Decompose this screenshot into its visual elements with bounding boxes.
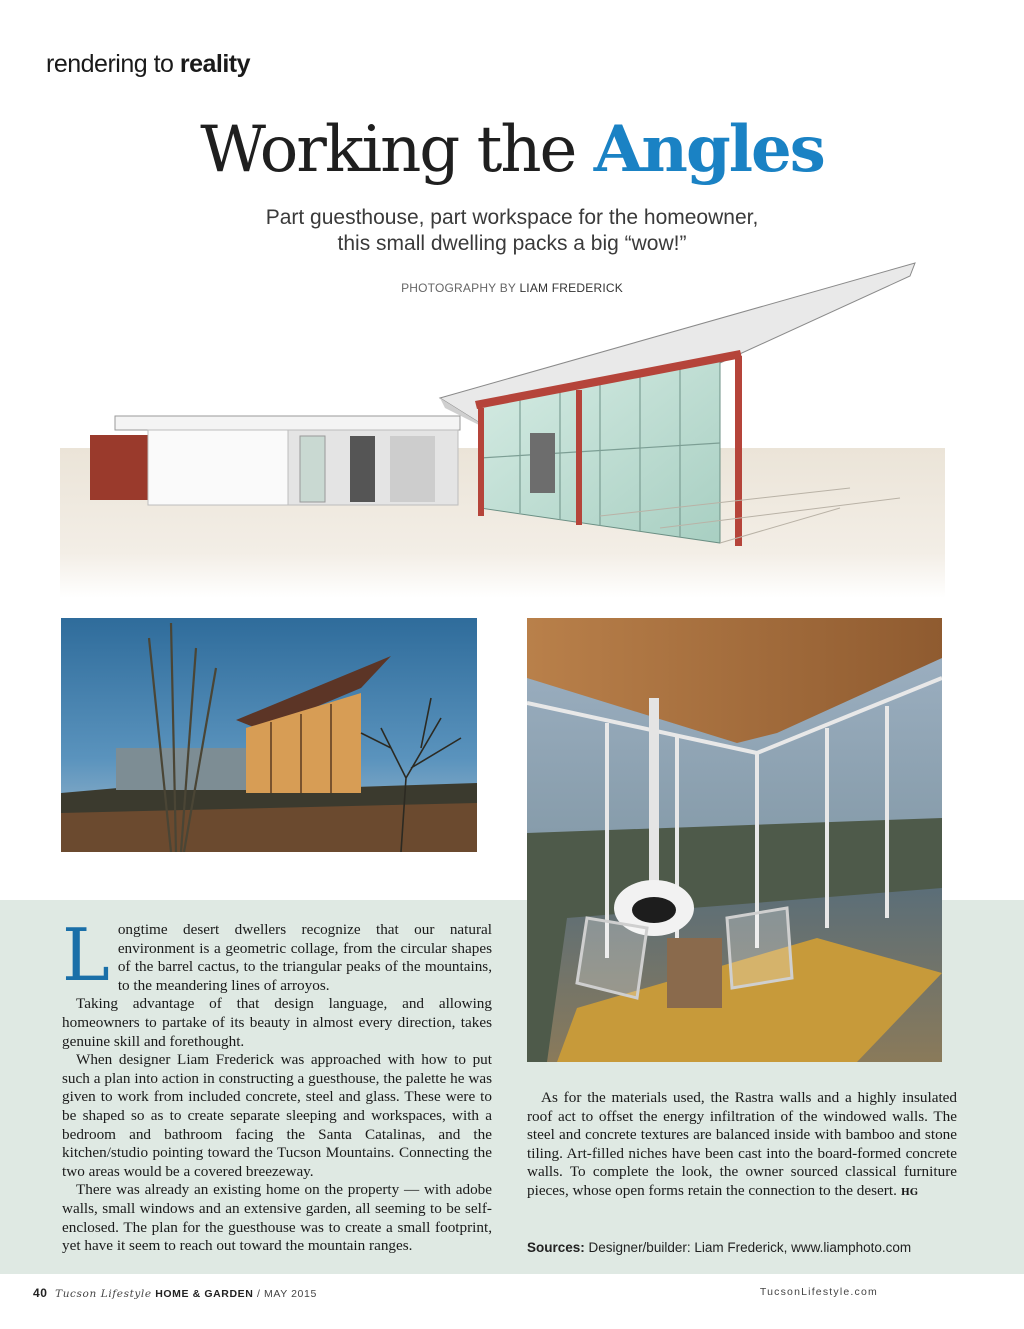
paragraph-1-text: ongtime desert dwellers recognize that our natural environment is a geometric collage, from the circular shapes of the barrel cactus, to the triangular peaks of the mountains, to the meandering lines of arroyos. [117, 921, 492, 994]
title-accent: Angles [593, 112, 824, 187]
flat-roof [115, 416, 460, 430]
paragraph-3: When designer Liam Frederick was approached with how to put such a plan into action in constructing a guesthouse, the palette he was given to work from included concrete, steel and glass. These were to be shaped so as to create separate sleeping and workspaces, with a bedroom and bathroom facing the Santa Catalinas, and the kitchen/studio pointing toward the Tucson Mountains. Connecting the two areas would be a covered breezeway. [62, 1051, 492, 1180]
fireplace-opening [632, 897, 676, 923]
magazine-name: Tucson Lifestyle [55, 1288, 152, 1300]
breezeway-door [300, 436, 325, 502]
red-wall-block [90, 435, 150, 500]
paragraph-4: There was already an existing home on the property — with adobe walls, small windows and an extensive garden, all seeming to be self-enclosed. The plan for the guesthouse was to create a small footprint, yet have it seem to reach out toward the mountain ranges. [62, 1181, 492, 1255]
sources-text: Designer/builder: Liam Frederick, www.liamphoto.com [584, 1240, 912, 1255]
exterior-photo [61, 618, 477, 852]
paragraph-2: Taking advantage of that design language, and allowing homeowners to partake of its beauty in almost every direction, takes genuine skill and forethought. [62, 995, 492, 1050]
article-column-right [527, 1089, 957, 1203]
paragraph-5 [527, 1089, 957, 1203]
issue-date: / MAY 2015 [253, 1288, 317, 1300]
side-table [667, 938, 722, 1008]
article-column-left [62, 913, 492, 1256]
paragraph-1 [62, 913, 492, 997]
breezeway-shelves [350, 436, 375, 502]
subtitle-line-2: this small dwelling packs a big “wow!” [337, 232, 687, 255]
breezeway-niche [390, 436, 435, 502]
sources-label: Sources: [527, 1240, 585, 1255]
sources-credit [527, 1240, 911, 1255]
fireplace-flue [649, 698, 659, 898]
section-label-prefix: rendering to [46, 50, 180, 78]
magazine-section: HOME & GARDEN [155, 1288, 254, 1300]
page-footer-website: TucsonLifestyle.com [759, 1286, 878, 1298]
interior-wall [530, 433, 555, 493]
credit-label: PHOTOGRAPHY BY [401, 281, 520, 295]
end-mark: HG [900, 1186, 918, 1198]
subtitle [0, 205, 1024, 257]
title-plain: Working the [200, 113, 594, 187]
paragraph-5-text: As for the materials used, the Rastra walls and a highly insulated roof act to offset the energy infiltration of the windowed walls. The steel and concrete textures are balanced inside with bamboo and stone tiling. Art-filled niches have been cast into the board-formed concrete walls. To complete the look, the owner sourced classical furniture pieces, whose open forms retain the connection to the desert. [527, 1089, 957, 1199]
section-label-bold: reality [179, 50, 251, 78]
page-number: 40 [33, 1286, 48, 1300]
drop-cap: L [62, 913, 110, 997]
house-wall [116, 748, 266, 790]
guesthouse-wall [148, 430, 288, 505]
credit-name: LIAM FREDERICK [519, 281, 623, 295]
subtitle-line-1: Part guesthouse, part workspace for the homeowner, [265, 206, 759, 229]
page-footer-left [33, 1286, 317, 1300]
architectural-rendering [60, 258, 945, 598]
page-title [0, 112, 1024, 187]
interior-photo [527, 618, 942, 1062]
section-label [46, 50, 250, 79]
